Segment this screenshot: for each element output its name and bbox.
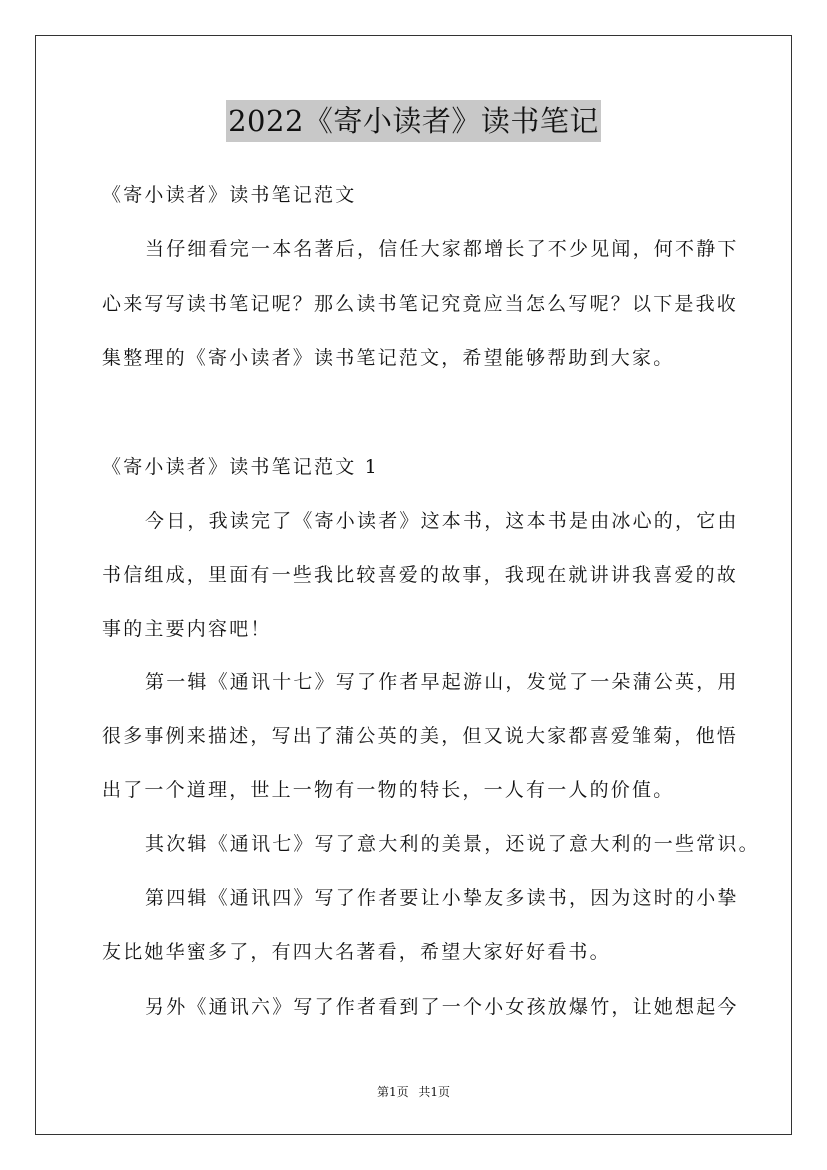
section-heading: 《寄小读者》读书笔记范文 (102, 184, 357, 206)
paragraph-line: 其次辑《通讯七》写了意大利的美景，还说了意大利的一些常识。 (145, 833, 760, 855)
page-footer (0, 1084, 827, 1100)
paragraph-line: 事的主要内容吧！ (102, 618, 272, 640)
paragraph-line: 当仔细看完一本名著后，信任大家都增长了不少见闻，何不静下 (145, 238, 739, 260)
paragraph-line: 今日，我读完了《寄小读者》这本书，这本书是由冰心的，它由 (145, 510, 739, 532)
title-container (0, 100, 827, 142)
page-total: 共1页 (418, 1085, 451, 1099)
paragraph-line: 另外《通讯六》写了作者看到了一个小女孩放爆竹，让她想起今 (145, 996, 739, 1018)
paragraph-line: 第四辑《通讯四》写了作者要让小挚友多读书，因为这时的小挚 (145, 887, 739, 909)
paragraph-line: 第一辑《通讯十七》写了作者早起游山，发觉了一朵蒲公英，用 (145, 671, 739, 693)
paragraph-line: 出了一个道理，世上一物有一物的特长，一人有一人的价值。 (102, 779, 675, 801)
section-heading: 《寄小读者》读书笔记范文 1 (102, 456, 379, 478)
paragraph-line: 集整理的《寄小读者》读书笔记范文，希望能够帮助到大家。 (102, 347, 675, 369)
document-title: 2022《寄小读者》读书笔记 (226, 100, 601, 142)
paragraph-line: 很多事例来描述，写出了蒲公英的美，但又说大家都喜爱雏菊，他悟 (102, 725, 739, 747)
paragraph-line: 友比她华蜜多了，有四大名著看，希望大家好好看书。 (102, 941, 611, 963)
page-number: 第1页 (376, 1085, 409, 1099)
paragraph-line: 书信组成，里面有一些我比较喜爱的故事，我现在就讲讲我喜爱的故 (102, 564, 739, 586)
paragraph-line: 心来写写读书笔记呢？那么读书笔记究竟应当怎么写呢？以下是我收 (102, 293, 739, 315)
